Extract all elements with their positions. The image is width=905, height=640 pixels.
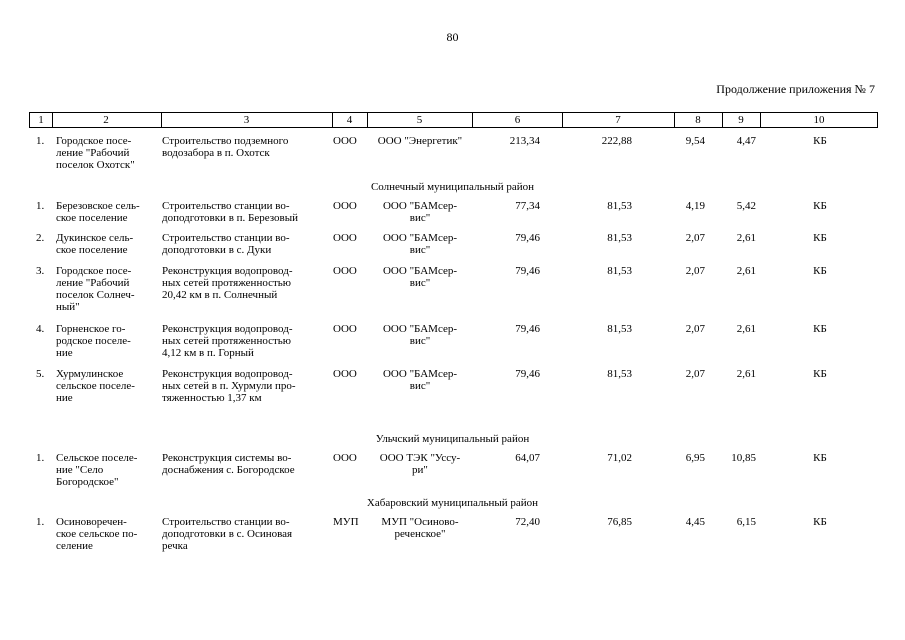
row-number: 1. [36, 516, 45, 528]
value-col-8: 6,95 [685, 452, 705, 464]
header-col-10: 10 [813, 114, 825, 126]
value-col-9: 2,61 [736, 368, 756, 380]
value-col-6: 79,46 [515, 265, 540, 277]
table-header [29, 112, 878, 128]
value-col-8: 9,54 [685, 135, 705, 147]
value-col-7: 81,53 [607, 265, 632, 277]
value-col-6: 79,46 [515, 368, 540, 380]
header-col-6: 6 [514, 114, 521, 126]
work-description: Строительство станции во- доподготовки в п. Березовый [162, 200, 298, 224]
value-col-8: 2,07 [685, 368, 705, 380]
header-col-4: 4 [346, 114, 353, 126]
work-description: Реконструкция системы во- доснабжения с. Богородское [162, 452, 295, 476]
org-type: ООО [333, 232, 357, 244]
value-col-9: 5,42 [736, 200, 756, 212]
district-heading: Солнечный муниципальный район [370, 181, 535, 193]
value-col-7: 81,53 [607, 200, 632, 212]
value-col-9: 4,47 [736, 135, 756, 147]
settlement-name: Хурмулинское сельское поселе- ние [56, 368, 135, 404]
value-col-10: КБ [813, 452, 827, 464]
value-col-6: 79,46 [515, 232, 540, 244]
value-col-10: КБ [813, 232, 827, 244]
org-name: ООО "БАМсер- вис" [382, 323, 458, 347]
row-number: 1. [36, 135, 45, 147]
row-number: 1. [36, 200, 45, 212]
org-type: ООО [333, 452, 357, 464]
value-col-9: 2,61 [736, 265, 756, 277]
district-heading: Ульчский муниципальный район [375, 433, 530, 445]
value-col-8: 4,19 [685, 200, 705, 212]
header-col-3: 3 [243, 114, 250, 126]
value-col-8: 2,07 [685, 265, 705, 277]
value-col-6: 64,07 [515, 452, 540, 464]
value-col-7: 222,88 [601, 135, 632, 147]
settlement-name: Городское посе- ление "Рабочий поселок Охотск" [56, 135, 135, 171]
header-col-2: 2 [103, 114, 109, 126]
header-col-5: 5 [416, 114, 423, 126]
header-col-8: 8 [695, 114, 701, 126]
value-col-10: КБ [813, 516, 827, 528]
work-description: Реконструкция водопровод- ных сетей протяженностью 20,42 км в п. Солнечный [162, 265, 293, 301]
settlement-name: Березовское сель- ское поселение [56, 200, 140, 224]
header-col-9: 9 [738, 114, 744, 126]
value-col-7: 76,85 [607, 516, 632, 528]
value-col-6: 213,34 [509, 135, 540, 147]
org-type: ООО [333, 135, 357, 147]
work-description: Строительство станции во- доподготовки в с. Дуки [162, 232, 290, 256]
value-col-10: КБ [813, 323, 827, 335]
value-col-8: 4,45 [685, 516, 705, 528]
org-name: ООО "БАМсер- вис" [382, 368, 458, 392]
row-number: 4. [36, 323, 45, 335]
value-col-7: 81,53 [607, 323, 632, 335]
district-heading: Хабаровский муниципальный район [366, 497, 539, 509]
settlement-name: Дукинское сель- ское поселение [56, 232, 134, 256]
value-col-6: 79,46 [515, 323, 540, 335]
value-col-10: КБ [813, 200, 827, 212]
value-col-9: 10,85 [731, 452, 756, 464]
work-description: Строительство станции во- доподготовки в с. Осиновая речка [162, 516, 293, 552]
header-col-1: 1 [38, 114, 44, 126]
work-description: Реконструкция водопровод- ных сетей в п. Хурмули про- тяженностью 1,37 км [162, 368, 296, 404]
header-col-7: 7 [615, 114, 621, 126]
org-name: ООО "БАМсер- вис" [382, 232, 458, 256]
row-number: 3. [36, 265, 45, 277]
org-type: МУП [333, 516, 359, 528]
value-col-9: 2,61 [736, 232, 756, 244]
settlement-name: Сельское поселе- ние "Село Богородское" [56, 452, 138, 488]
value-col-6: 72,40 [515, 516, 540, 528]
org-type: ООО [333, 368, 357, 380]
org-name: ООО "Энергетик" [377, 135, 463, 147]
work-description: Строительство подземного водозабора в п. Охотск [162, 135, 289, 159]
row-number: 2. [36, 232, 45, 244]
value-col-8: 2,07 [685, 323, 705, 335]
value-col-9: 6,15 [736, 516, 756, 528]
value-col-7: 71,02 [607, 452, 632, 464]
org-name: МУП "Осиново- реченское" [381, 516, 459, 540]
value-col-10: КБ [813, 265, 827, 277]
settlement-name: Горненское го- родское поселе- ние [56, 323, 131, 359]
value-col-9: 2,61 [736, 323, 756, 335]
value-col-7: 81,53 [607, 368, 632, 380]
org-type: ООО [333, 265, 357, 277]
value-col-6: 77,34 [515, 200, 540, 212]
appendix-caption: Продолжение приложения № 7 [716, 82, 875, 96]
org-type: ООО [333, 200, 357, 212]
org-type: ООО [333, 323, 357, 335]
settlement-name: Осиноворечен- ское сельское по- селение [56, 516, 138, 552]
value-col-7: 81,53 [607, 232, 632, 244]
org-name: ООО "БАМсер- вис" [382, 265, 458, 289]
row-number: 5. [36, 368, 45, 380]
row-number: 1. [36, 452, 45, 464]
value-col-10: КБ [813, 368, 827, 380]
page-number: 80 [446, 30, 459, 44]
org-name: ООО ТЭК "Уссу- ри" [379, 452, 461, 476]
value-col-8: 2,07 [685, 232, 705, 244]
org-name: ООО "БАМсер- вис" [382, 200, 458, 224]
settlement-name: Городское посе- ление "Рабочий поселок Солнеч- ный" [56, 265, 135, 313]
work-description: Реконструкция водопровод- ных сетей протяженностью 4,12 км в п. Горный [162, 323, 293, 359]
value-col-10: КБ [813, 135, 827, 147]
